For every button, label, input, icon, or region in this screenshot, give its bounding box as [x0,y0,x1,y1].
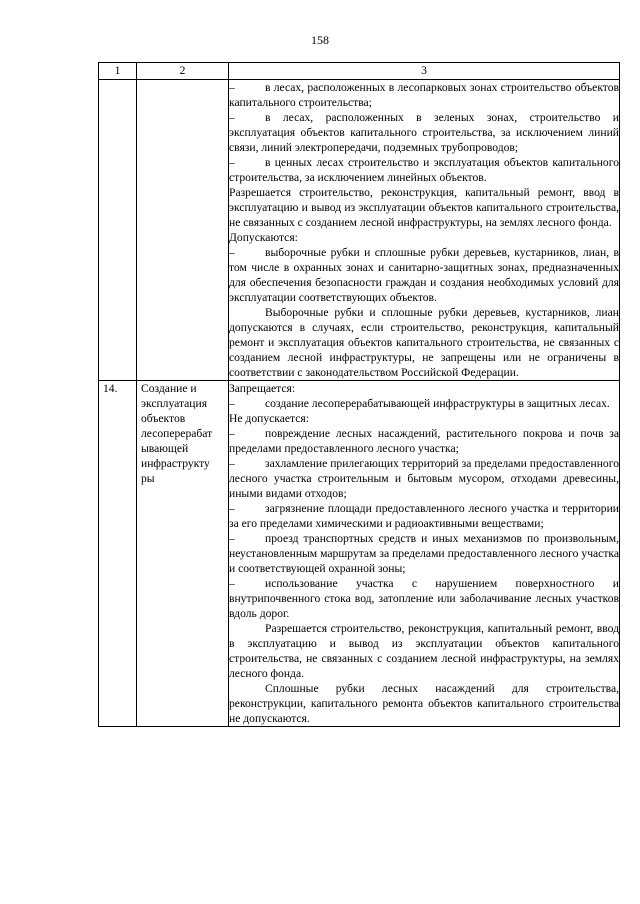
row2-content-cell [229,381,620,727]
dash-marker: – [229,532,235,545]
paragraph-text: Запрещается: [229,382,296,395]
paragraph-text: Выборочные рубки и сплошные рубки деревьев, кустарников, лиан допускаются в случаях, если строительство, реконструкция, капитальный ремонт и эксплуатация объектов капитального строительства, не связанных с созданием лесной инфраструктуры, не запрещены или не ограничены в соответствии с законодательством Российской Федерации. [229,306,619,379]
paragraph [229,426,619,456]
paragraph-text: Разрешается строительство, реконструкция, капитальный ремонт, ввод в эксплуатацию и вывод из эксплуатации объектов капитального строительства, не связанных с созданием лесной инфраструктуры, на землях лесного фонда. [229,186,619,229]
document-table [98,62,620,727]
table-header-row [99,63,620,80]
row2-name-line: лесоперерабат [141,427,213,440]
paragraph-text: проезд транспортных средств и иных механизмов по произвольным, неустановленным маршрутам за пределами предоставленного лесного участка и соответствующей охранной зоны; [229,532,619,575]
dash-marker: – [229,457,235,470]
row1-name-cell [137,80,229,381]
row2-name-line: ры [141,472,155,485]
paragraph [229,621,619,681]
row1-content-cell [229,80,620,381]
paragraph [229,230,619,245]
row2-name-line: объектов [141,412,186,425]
paragraph-text: в ценных лесах строительство и эксплуатация объектов капитального строительства, за исключением линейных объектов. [229,156,619,184]
paragraph-text: в лесах, расположенных в зеленых зонах, строительство и эксплуатация объектов капитального строительства, за исключением линий связи, линий электропередачи, подземных трубопроводов; [229,111,619,154]
dash-marker: – [229,81,235,94]
row2-name-line: ывающей [141,442,189,455]
row2-number: 14. [103,382,118,395]
dash-marker: – [229,502,235,515]
header-col-3: 3 [229,63,620,80]
dash-marker: – [229,577,235,590]
paragraph-text: Не допускается: [229,412,309,425]
paragraph [229,80,619,110]
header-col-2: 2 [137,63,229,80]
row1-number-cell [99,80,137,381]
paragraph [229,576,619,621]
row2-name [137,381,228,486]
paragraph [229,381,619,396]
paragraph [229,110,619,155]
row2-name-line: эксплуатация [141,397,208,410]
row2-name-cell [137,381,229,727]
dash-marker: – [229,156,235,169]
row2-name-line: Создание и [141,382,197,395]
paragraph [229,411,619,426]
dash-marker: – [229,397,235,410]
paragraph-text: создание лесоперерабатывающей инфраструктуры в защитных лесах. [265,397,610,410]
paragraph-text: загрязнение площади предоставленного лесного участка и территории за его пределами химическими и радиоактивными веществами; [229,502,619,530]
paragraph [229,501,619,531]
paragraph [229,681,619,726]
paragraph-text: использование участка с нарушением поверхностного и внутрипочвенного стока вод, затопление или заболачивание лесных участков вдоль дорог. [229,577,619,620]
table-row-14 [99,381,620,727]
page-number: 158 [311,33,329,47]
paragraph [229,155,619,185]
row2-number-cell [99,381,137,727]
table-row-continuation [99,80,620,381]
paragraph-text: Сплошные рубки лесных насаждений для строительства, реконструкции, капитального ремонта объектов капитального строительства не допускаются. [229,682,619,725]
row2-paragraphs [229,381,619,726]
paragraph [229,531,619,576]
row2-name-line: инфраструкту [141,457,210,470]
dash-marker: – [229,246,235,259]
paragraph [229,245,619,305]
dash-marker: – [229,111,235,124]
paragraph-text: повреждение лесных насаждений, растительного покрова и почв за пределами предоставленного лесного участка; [229,427,619,455]
paragraph-text: в лесах, расположенных в лесопарковых зонах строительство объектов капитального строительства; [229,81,619,109]
paragraph [229,305,619,380]
row1-paragraphs [229,80,619,380]
paragraph-text: выборочные рубки и сплошные рубки деревьев, кустарников, лиан, в том числе в охранных зонах и санитарно-защитных зонах, предназначенных для обеспечения безопасности граждан и создания необходимых условий для эксплуатации соответствующих объектов. [229,246,619,304]
paragraph-text: Разрешается строительство, реконструкция, капитальный ремонт, ввод в эксплуатацию и вывод из эксплуатации объектов капитального строительства, не связанных с созданием лесной инфраструктуры, на землях лесного фонда. [229,622,619,680]
paragraph-text: захламление прилегающих территорий за пределами предоставленного лесного участка строительным и бытовым мусором, отходами древесины, иными видами отходов; [229,457,619,500]
paragraph [229,185,619,230]
dash-marker: – [229,427,235,440]
paragraph-text: Допускаются: [229,231,298,244]
header-col-1: 1 [99,63,137,80]
paragraph [229,396,619,411]
paragraph [229,456,619,501]
